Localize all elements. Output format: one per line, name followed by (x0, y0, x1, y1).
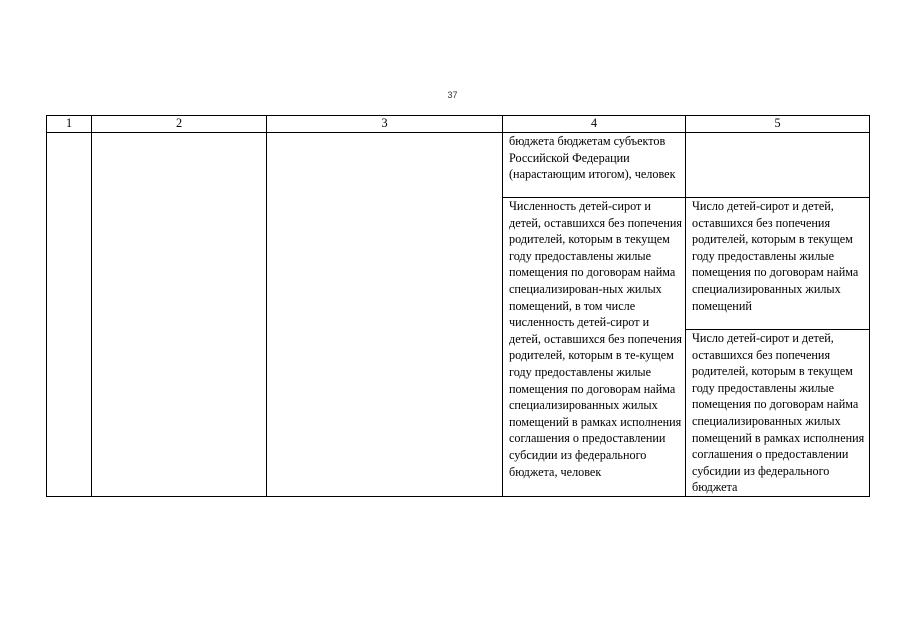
cell-col-3 (267, 133, 503, 497)
cell-col-5-indicator-a: Число детей-сирот и детей, оставшихся без попечения родителей, которым в текущем году предоставлены жилые помещения по договорам найма специализированных жилых помещений (686, 198, 870, 330)
header-col-4: 4 (503, 116, 686, 133)
cell-col-5-empty (686, 133, 870, 198)
cell-col-1 (47, 133, 92, 497)
header-col-1: 1 (47, 116, 92, 133)
header-row (47, 116, 870, 133)
cell-col-4-continuation: бюджета бюджетам субъектов Российской Федерации (нарастающим итогом), человек (503, 133, 686, 198)
indicator-table (46, 115, 870, 497)
cell-col-5-indicator-b: Число детей-сирот и детей, оставшихся без попечения родителей, которым в текущем году предоставлены жилые помещения по договорам найма специализированных жилых помещений в рамках исполнения соглашения о предоставлении субсидии из федерального бюджета (686, 330, 870, 497)
header-col-2: 2 (92, 116, 267, 133)
header-col-3: 3 (267, 116, 503, 133)
cell-col-4-indicator: Численность детей-сирот и детей, оставшихся без попечения родителей, которым в текущем году предоставлены жилые помещения по договорам найма специализирован-ных жилых помещений, в том числе численность детей-сирот и детей, оставшихся без попечения родителей, которым в те-кущем году предоставлены жилые помещения по договорам найма специализированных жилых помещений в рамках исполнения соглашения о предоставлении субсидии из федерального бюджета, человек (503, 198, 686, 497)
header-col-5: 5 (686, 116, 870, 133)
cell-col-2 (92, 133, 267, 497)
table-row (47, 133, 870, 198)
page-number: 37 (447, 90, 458, 100)
